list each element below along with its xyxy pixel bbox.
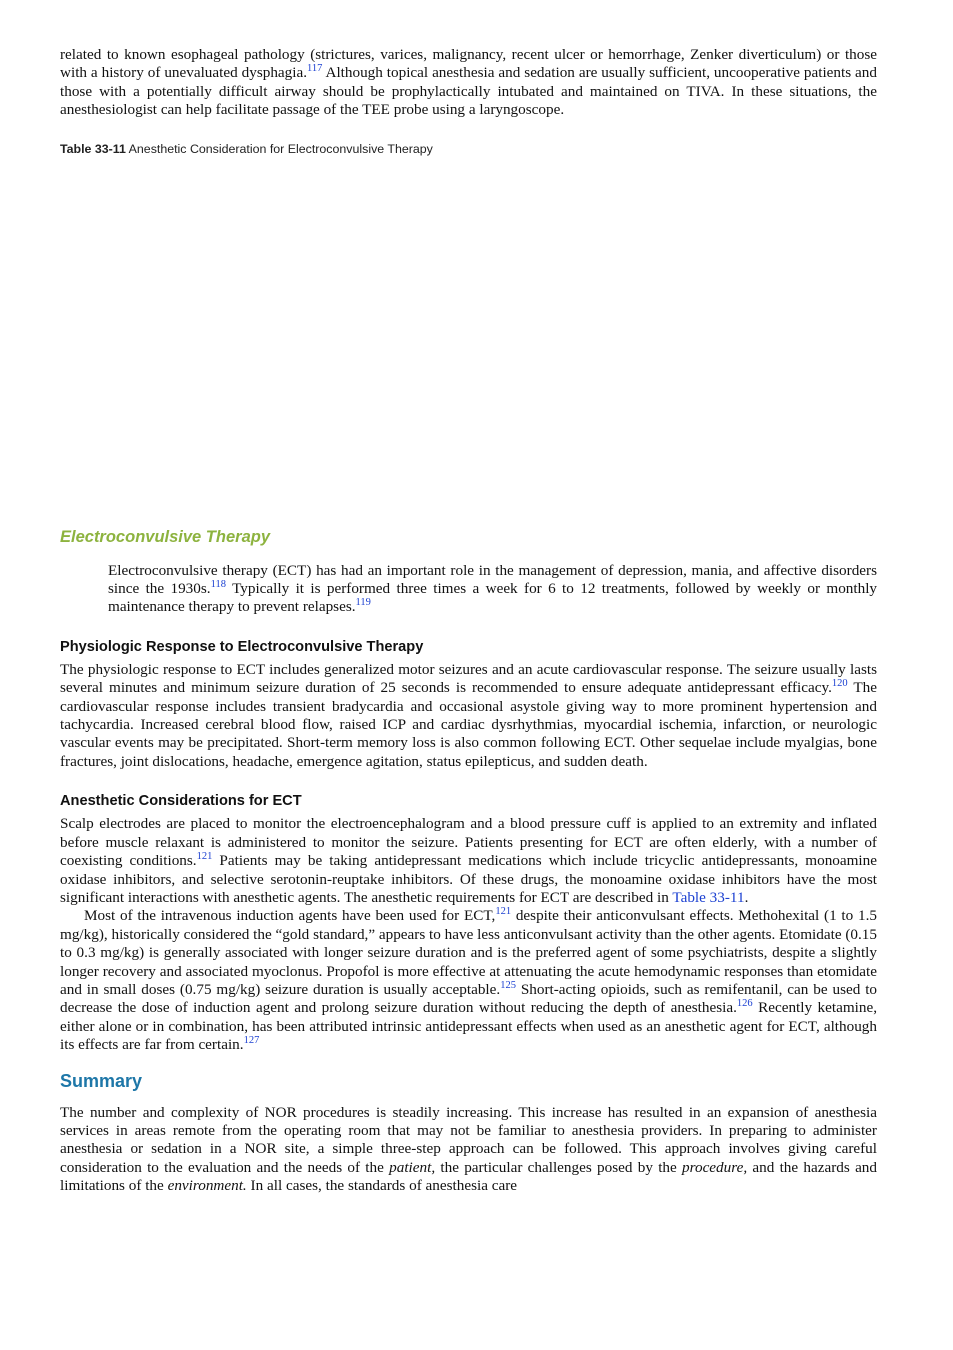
text-run: the particular challenges posed by the xyxy=(435,1158,683,1176)
emphasis-environment: environment. xyxy=(167,1177,247,1195)
subheading-anesthetic-considerations: Anesthetic Considerations for ECT xyxy=(60,793,302,810)
text-run: In all cases, the standards of anesthesia care xyxy=(246,1177,518,1195)
subheading-physiologic-response: Physiologic Response to Electroconvulsive Therapy xyxy=(60,638,424,655)
text-run: Electroconvulsive therapy (ECT) has had an important role in the management of depression, mania, and affective disorders since the 1930s. xyxy=(108,561,877,598)
section-heading-summary: Summary xyxy=(60,1070,143,1091)
emphasis-procedure: procedure, xyxy=(682,1158,748,1176)
text-run: and the hazards and limitations of the xyxy=(60,1158,877,1195)
text-run: despite their anticonvulsant effects. Methohexital (1 to 1.5 mg/kg), historically considered the “gold standard,” appears to have less anticonvulsant activity than the other agents. Etomidate (0.15 to 0.3 mg/kg) is generally associated with longer seizure duration and is the preferred agent of some psychiatrists, despite a slightly longer recovery and associated myoclonus. Propofol is more effective at attenuating the acute hemodynamic responses than etomidate and in small doses (0.75 mg/kg) seizure duration is usually acceptable. xyxy=(60,907,877,998)
reference-120[interactable]: 120 xyxy=(831,678,848,690)
reference-118[interactable]: 118 xyxy=(210,578,226,590)
text-run: Most of the intravenous induction agents have been used for ECT, xyxy=(84,907,496,925)
summary-paragraph xyxy=(60,1104,877,1196)
reference-127[interactable]: 127 xyxy=(243,1035,260,1047)
reference-125[interactable]: 125 xyxy=(500,979,516,991)
reference-126[interactable]: 126 xyxy=(736,998,753,1010)
text-run: Although topical anesthesia and sedation are usually sufficient, uncooperative patients and those with a potentially difficult airway should be prophylactically intubated and maintained on TIVA. In these situations, the anesthesiologist can help facilitate passage of the TEE probe using a laryngoscope. xyxy=(60,64,877,119)
anesthetic-paragraph-1 xyxy=(60,815,877,907)
physiologic-paragraph xyxy=(60,661,877,771)
text-run: Typically it is performed three times a week for 6 to 12 treatments, followed by weekly or monthly maintenance therapy to prevent relapses. xyxy=(108,580,878,616)
section-heading-ect: Electroconvulsive Therapy xyxy=(60,527,270,546)
reference-119[interactable]: 119 xyxy=(355,597,371,609)
emphasis-patient: patient, xyxy=(389,1158,436,1176)
table-link[interactable]: Table 33-11 xyxy=(672,888,745,906)
page xyxy=(60,46,877,1196)
text-run: Short-acting opioids, such as remifentanil, can be used to decrease the dose of induction agent and prolong seizure duration without reducing the depth of anesthesia. xyxy=(60,980,878,1017)
text-run: The physiologic response to ECT includes generalized motor seizures and an acute cardiovascular response. The seizure usually lasts several minutes and minimum seizure duration of 25 seconds is recommended to ensure adequate antidepressant efficacy. xyxy=(60,660,877,697)
table-number: Table 33-11 xyxy=(60,141,126,156)
text-run: The cardiovascular response includes transient bradycardia and occasional asystole giving way to more prominent hypertension and tachycardia. Increased cerebral blood flow, raised ICP and cardiac dysrhythmias, myocardial ischemia, infarction, or neurologic vascular events may be precipitated. Short-term memory loss is also common following ECT. Other sequelae include myalgias, bone fractures, joint dislocations, headache, emergence agitation, status epilepticus, and sudden death. xyxy=(60,679,877,770)
text-run: related to known esophageal pathology (strictures, varices, malignancy, recent ulcer or hemorrhage, Zenker diverticulum) or those with a history of unevaluated dysphagia. xyxy=(60,46,877,82)
anesthetic-paragraph-2 xyxy=(60,907,877,1054)
text-run: The number and complexity of NOR procedures is steadily increasing. This increase has resulted in an expansion of anesthesia services in areas remote from the operating room that may not be familiar to anesthesia providers. In preparing to administer anesthesia or sedation in a NOR site, a simple three-step approach can be followed. This approach involves giving careful consideration to the evaluation and the needs of the xyxy=(60,1103,877,1176)
intro-paragraph xyxy=(60,46,877,120)
reference-121b[interactable]: 121 xyxy=(495,906,512,918)
table-title: Anesthetic Consideration for Electroconvulsive Therapy xyxy=(125,141,433,156)
text-run: Scalp electrodes are placed to monitor the electroencephalogram and a blood pressure cuff is applied to an extremity and inflated before muscle relaxant is administered to monitor the seizure. Patients presenting for ECT are often elderly, with a number of coexisting conditions. xyxy=(60,815,877,870)
text-run: . xyxy=(744,888,749,906)
text-run: Recently ketamine, either alone or in combination, has been attributed intrinsic antidepressant effects when used as an anesthetic agent for ECT, although its effects are far from certain. xyxy=(60,999,877,1054)
reference-117[interactable]: 117 xyxy=(307,63,323,75)
text-run: Patients may be taking antidepressant medications which include tricyclic antidepressants, monoamine oxidase inhibitors, and selective serotonin-reuptake inhibitors. Of these drugs, the monoamine oxidase inhibitors have the most significant interactions with anesthetic agents. The anesthetic requirements for ECT are described in xyxy=(60,852,877,906)
ect-intro-paragraph xyxy=(60,562,877,617)
reference-121[interactable]: 121 xyxy=(196,851,213,863)
table-placeholder xyxy=(60,156,877,528)
table-caption xyxy=(60,142,877,156)
